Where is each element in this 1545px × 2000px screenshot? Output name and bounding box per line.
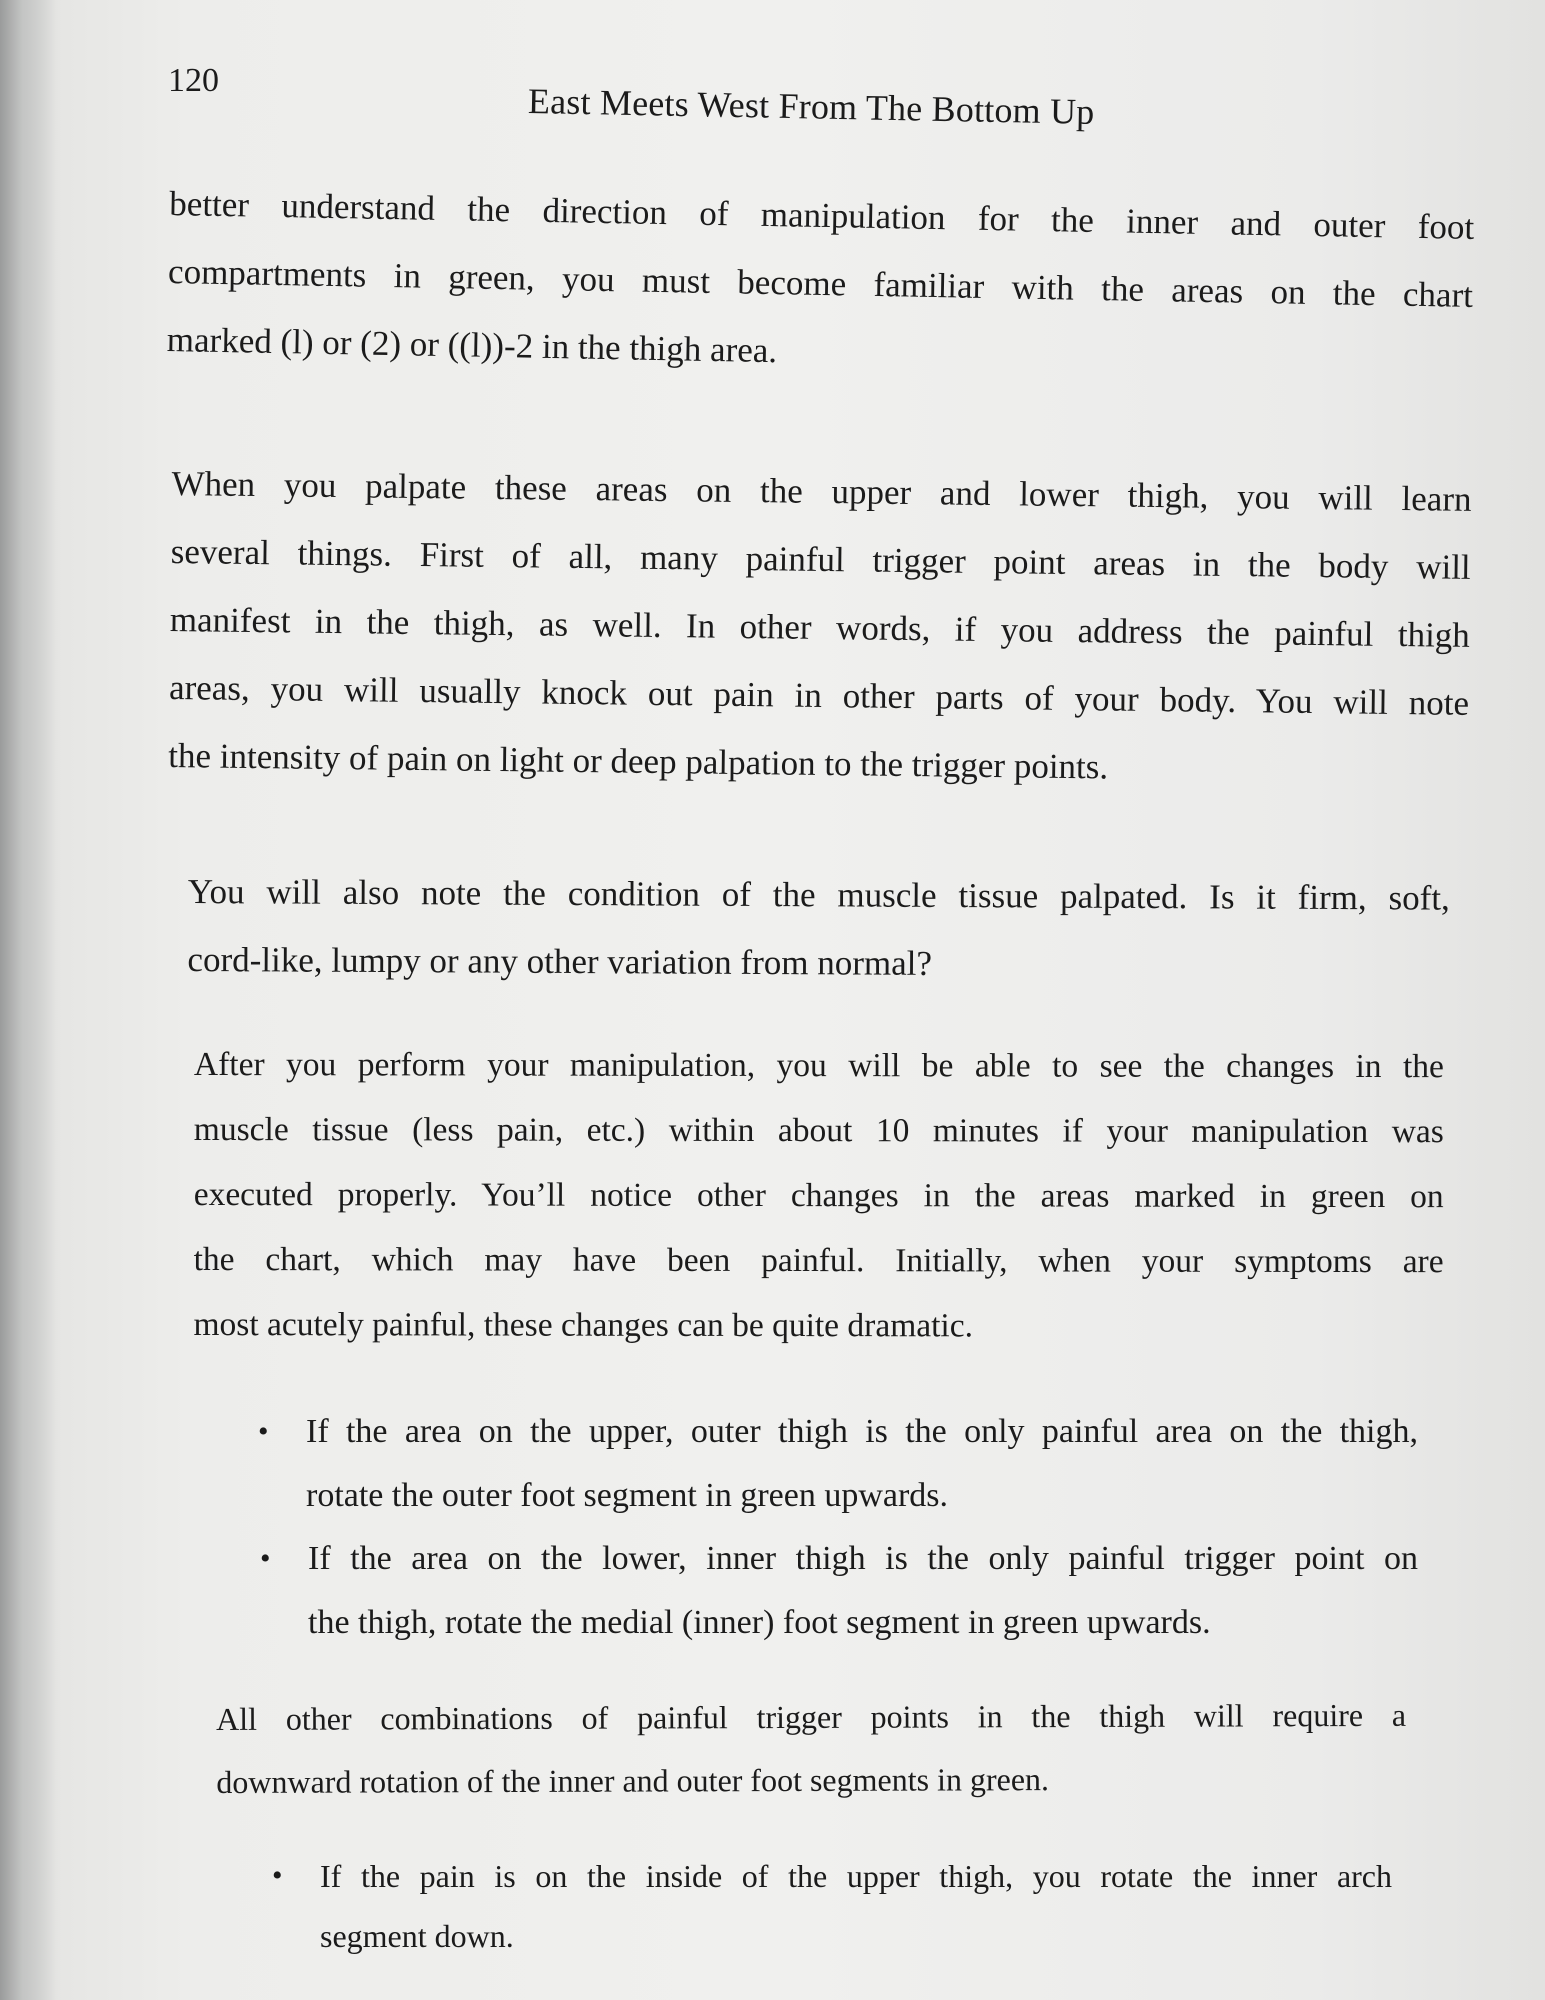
paragraph-line: You will also note the condition of the muscle tissue palpated. Is it firm, soft, (187, 871, 1450, 918)
paragraph-line: After you perform your manipulation, you will be able to see the changes in the (193, 1046, 1444, 1086)
bullet-dot: • (258, 1415, 269, 1448)
bullet-dot: • (260, 1542, 271, 1575)
paragraph-line: better understand the direction of manipulation for the inner and outer foot (169, 183, 1475, 247)
paragraph-line: marked (l) or (2) or ((l))-2 in the thigh area. (166, 319, 778, 371)
bullet-line: segment down. (320, 1918, 514, 1954)
bullet-line: the thigh, rotate the medial (inner) foot segment in green upwards. (308, 1604, 1211, 1641)
paragraph-line: several things. First of all, many painful trigger point areas in the body will (170, 531, 1471, 587)
bullet-line: If the area on the lower, inner thigh is the only painful trigger point on (308, 1540, 1418, 1577)
paragraph-line: manifest in the thigh, as well. In other words, if you address the painful thigh (169, 599, 1471, 655)
bullet-line: rotate the outer foot segment in green upwards. (306, 1477, 949, 1514)
bullet-item (258, 1400, 1423, 1530)
paragraph-line: areas, you will usually knock out pain in other parts of your body. You will note (168, 667, 1470, 723)
paragraph-line: When you palpate these areas on the upper and lower thigh, you will learn (171, 463, 1472, 519)
page-gutter-shadow (0, 0, 56, 2000)
bullet-dot: • (272, 1859, 283, 1892)
paragraph-5 (216, 1684, 1406, 1814)
paragraph-line: cord-like, lumpy or any other variation from normal? (187, 939, 933, 983)
paragraph-line: the intensity of pain on light or deep palpation to the trigger points. (168, 735, 1109, 787)
paragraph-line: compartments in green, you must become familiar with the areas on the chart (167, 251, 1474, 315)
paragraph-3 (187, 858, 1450, 1001)
paragraph-4 (193, 1032, 1444, 1359)
paragraph-1 (166, 170, 1475, 398)
paragraph-line: the chart, which may have been painful. Initially, when your symptoms are (193, 1240, 1444, 1281)
running-head: East Meets West From The Bottom Up (527, 81, 1095, 132)
paragraph-line: downward rotation of the inner and outer foot segments in green. (216, 1761, 1050, 1800)
paragraph-2 (168, 450, 1472, 806)
paragraph-line: All other combinations of painful trigger points in the thigh will require a (216, 1696, 1407, 1737)
bullet-item (272, 1846, 1422, 1976)
paragraph-line: muscle tissue (less pain, etc.) within about 10 minutes if your manipulation was (193, 1110, 1444, 1151)
bullet-line: If the area on the upper, outer thigh is the only painful area on the thigh, (306, 1413, 1418, 1450)
page-number: 120 (168, 62, 219, 99)
bullet-item (260, 1527, 1425, 1657)
paragraph-line: executed properly. You’ll notice other changes in the areas marked in green on (193, 1175, 1444, 1216)
bullet-line: If the pain is on the inside of the upper thigh, you rotate the inner arch (320, 1858, 1392, 1894)
paragraph-line: most acutely painful, these changes can be quite dramatic. (193, 1305, 974, 1345)
